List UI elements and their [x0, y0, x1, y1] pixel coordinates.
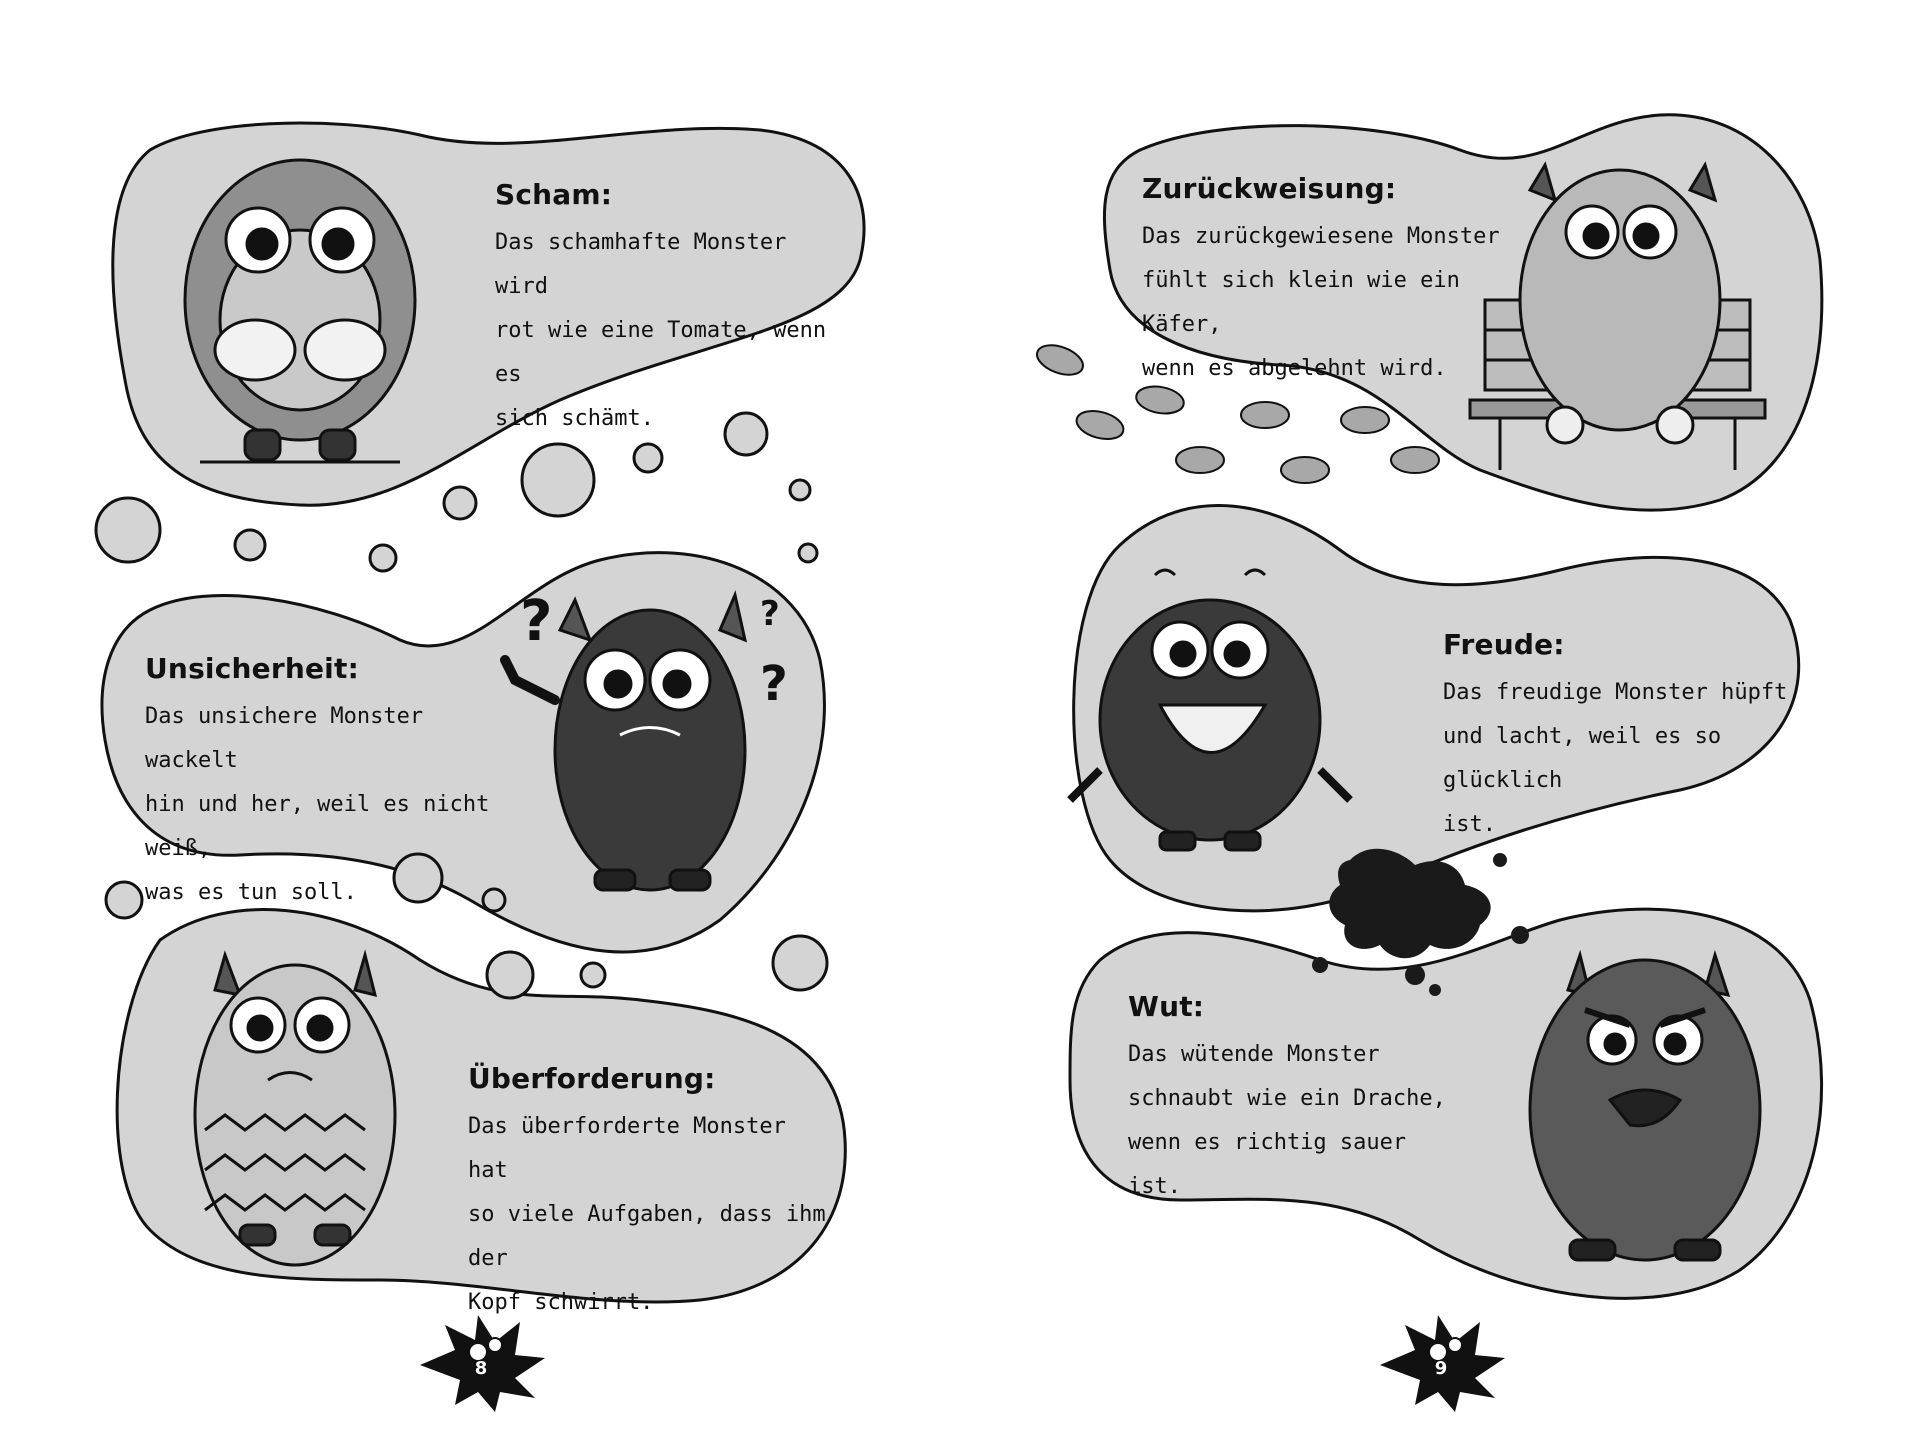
card-line: wenn es richtig sauer ist.: [1128, 1130, 1407, 1199]
svg-text:?: ?: [760, 656, 788, 712]
right-page: [960, 0, 1920, 1449]
card-line: Das freudige Monster hüpft: [1443, 680, 1788, 705]
card-line: und lacht, weil es so glücklich: [1443, 724, 1722, 793]
card-line: was es tun soll.: [145, 880, 357, 905]
card-line: Das unsichere Monster wackelt: [145, 704, 424, 773]
card-line: Das zurückgewiesene Monster: [1142, 224, 1500, 249]
card-line: Das wütende Monster: [1128, 1042, 1380, 1067]
card-line: rot wie eine Tomate, wenn es: [495, 318, 827, 387]
card-line: hin und her, weil es nicht weiß,: [145, 792, 490, 861]
card-line: Das überforderte Monster hat: [468, 1114, 786, 1183]
card-title: Freude:: [1443, 628, 1565, 661]
card-freude: [1443, 628, 1813, 847]
angry-monster-icon: [1530, 955, 1760, 1260]
svg-text:?: ?: [760, 594, 780, 634]
card-title: Wut:: [1128, 990, 1205, 1023]
card-line: so viele Aufgaben, dass ihm der: [468, 1202, 826, 1271]
card-line: Kopf schwirrt.: [468, 1290, 654, 1315]
card-title: Zurückweisung:: [1142, 172, 1397, 205]
card-ueberforderung: [468, 1062, 828, 1325]
card-line: schnaubt wie ein Drache,: [1128, 1086, 1446, 1111]
card-line: wenn es abgelehnt wird.: [1142, 356, 1447, 381]
page-number: 8: [474, 1358, 488, 1379]
card-line: ist.: [1443, 812, 1496, 837]
card-title: Unsicherheit:: [145, 652, 359, 685]
card-zurueckweisung: [1142, 172, 1502, 391]
page-number: 9: [1434, 1358, 1448, 1379]
svg-text:?: ?: [520, 589, 553, 654]
card-wut: [1128, 990, 1468, 1209]
card-title: Scham:: [495, 178, 613, 211]
card-unsicherheit: [145, 652, 505, 915]
card-line: sich schämt.: [495, 406, 654, 431]
card-line: Das schamhafte Monster wird: [495, 230, 787, 299]
card-scham: [495, 178, 835, 441]
card-line: fühlt sich klein wie ein Käfer,: [1142, 268, 1460, 337]
card-title: Überforderung:: [468, 1062, 716, 1095]
